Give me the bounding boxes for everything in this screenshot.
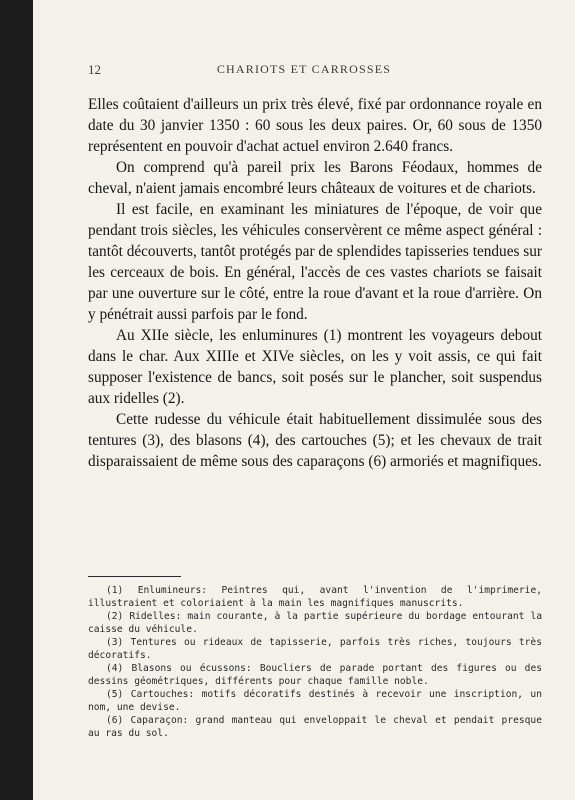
footnote: (3) Tentures ou rideaux de tapisserie, parfois très riches, toujours très décoratifs.	[88, 637, 542, 661]
page-number: 12	[88, 62, 101, 77]
book-page	[33, 0, 575, 800]
paragraph: Cette rudesse du véhicule était habituellement dissimulée sous des tentures (3), des blasons (4), des cartouches (5); et les chevaux de trait disparaissaient de même sous des caparaçons (6) armoriés et magnifiques.	[88, 411, 542, 470]
paragraph: Elles coûtaient d'ailleurs un prix très élevé, fixé par ordonnance royale en date du 30 janvier 1350 : 60 sous les deux paires. Or, 60 sous de 1350 représentent en pouvoir d'achat actuel environ 2.640 francs.	[88, 96, 542, 155]
page-header	[33, 58, 575, 78]
body-text	[88, 94, 542, 472]
paragraph: Il est facile, en examinant les miniatures de l'époque, de voir que pendant trois siècles, les véhicules conservèrent ce même aspect général : tantôt découverts, tantôt protégés par de splendides tapisseries tendues sur les cerceaux de bois. En général, l'accès de ces vastes chariots se faisait par une ouverture sur le côté, entre la roue d'avant et la roue d'arrière. On y pénétrait aussi parfois par le fond.	[88, 201, 542, 323]
footnote: (2) Ridelles: main courante, à la partie supérieure du bordage entourant la caisse du véhicule.	[88, 611, 542, 635]
paragraph: On comprend qu'à pareil prix les Barons Féodaux, hommes de cheval, n'aient jamais encombré leurs châteaux de voitures et de chariots.	[88, 159, 542, 197]
footnote: (1) Enlumineurs: Peintres qui, avant l'invention de l'imprimerie, illustraient et coloriaient à la main les magnifiques manuscrits.	[88, 585, 542, 609]
running-title: CHARIOTS ET CARROSSES	[216, 62, 392, 76]
footnotes	[88, 584, 542, 740]
footnote: (4) Blasons ou écussons: Boucliers de parade portant des figures ou des dessins géométriques, différents pour chaque famille noble.	[88, 663, 542, 687]
footnote: (6) Caparaçon: grand manteau qui enveloppait le cheval et pendait presque au ras du sol.	[88, 715, 542, 739]
paragraph: Au XIIe siècle, les enluminures (1) montrent les voyageurs debout dans le char. Aux XIIIe et XIVe siècles, on les y voit assis, ce qui fait supposer l'existence de bancs, soit posés sur le plancher, soit suspendus aux ridelles (2).	[88, 327, 542, 407]
footnote-separator	[88, 576, 181, 577]
footnote: (5) Cartouches: motifs décoratifs destinés à recevoir une inscription, un nom, une devise.	[88, 689, 542, 713]
